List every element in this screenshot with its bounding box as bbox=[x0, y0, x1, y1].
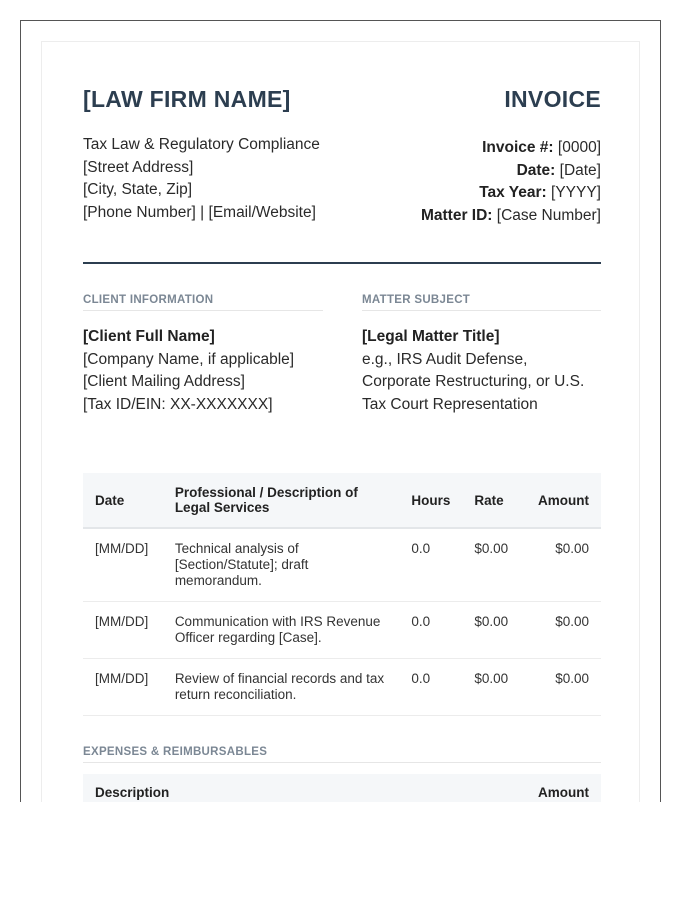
matter-line: e.g., IRS Audit Defense, bbox=[362, 350, 528, 368]
matter-lines bbox=[362, 326, 601, 416]
row-hours: 0.0 bbox=[399, 659, 462, 716]
meta-label: Matter ID: bbox=[420, 206, 493, 224]
client-tax-id: [Tax ID/EIN: XX-XXXXXXX] bbox=[83, 395, 273, 413]
row-rate: $0.00 bbox=[462, 659, 526, 716]
firm-city: [City, State, Zip] bbox=[83, 181, 193, 198]
col-date: Date bbox=[83, 473, 163, 528]
meta-tax-year bbox=[421, 182, 601, 205]
col-hours: Hours bbox=[399, 473, 462, 528]
client-name: [Client Full Name] bbox=[83, 328, 215, 345]
firm-specialty: Tax Law & Regulatory Compliance bbox=[83, 136, 320, 153]
col-rate: Rate bbox=[462, 473, 526, 528]
invoice-title: INVOICE bbox=[504, 86, 601, 112]
document-viewport bbox=[20, 20, 661, 802]
row-description: Communication with IRS Revenue Officer regarding [Case]. bbox=[163, 602, 400, 659]
matter-line: Corporate Restructuring, or U.S. bbox=[362, 373, 585, 390]
meta-label: Invoice #: bbox=[482, 139, 554, 156]
row-amount: $0.00 bbox=[526, 602, 601, 659]
meta-matter-id bbox=[421, 205, 601, 228]
row-description: Review of financial records and tax return reconciliation. bbox=[163, 659, 400, 716]
row-date: [MM/DD] bbox=[83, 659, 163, 716]
expenses-section-label: EXPENSES & REIMBURSABLES bbox=[83, 746, 601, 763]
meta-invoice-number bbox=[421, 137, 601, 160]
meta-label: Tax Year: bbox=[479, 184, 547, 201]
row-rate: $0.00 bbox=[462, 528, 526, 602]
matter-title: [Legal Matter Title] bbox=[362, 328, 500, 345]
row-amount: $0.00 bbox=[526, 659, 601, 716]
col-expense-amount: Amount bbox=[377, 774, 601, 802]
meta-value: [Date] bbox=[555, 161, 601, 179]
meta-value: [YYYY] bbox=[546, 184, 601, 201]
table-row bbox=[83, 528, 601, 602]
matter-subject bbox=[362, 294, 601, 416]
meta-date bbox=[421, 160, 601, 183]
client-information bbox=[83, 294, 323, 416]
row-date: [MM/DD] bbox=[83, 602, 163, 659]
firm-contact: [Phone Number] | [Email/Website] bbox=[83, 203, 316, 221]
col-amount: Amount bbox=[526, 473, 601, 528]
meta-value: [Case Number] bbox=[492, 206, 601, 224]
invoice-page bbox=[41, 41, 640, 802]
matter-section-label: MATTER SUBJECT bbox=[362, 294, 601, 311]
row-amount: $0.00 bbox=[526, 528, 601, 602]
header-divider bbox=[83, 262, 601, 264]
matter-line: Tax Court Representation bbox=[362, 395, 538, 413]
table-row bbox=[83, 659, 601, 716]
col-expense-description: Description bbox=[83, 774, 377, 802]
meta-value: [0000] bbox=[553, 139, 601, 156]
services-header-row bbox=[83, 473, 601, 528]
expenses-table bbox=[83, 774, 601, 802]
services-table bbox=[83, 473, 601, 716]
expenses-header-row bbox=[83, 774, 601, 802]
table-row bbox=[83, 602, 601, 659]
firm-name: [LAW FIRM NAME] bbox=[83, 86, 291, 112]
client-address: [Client Mailing Address] bbox=[83, 373, 245, 390]
firm-details bbox=[83, 134, 320, 224]
col-description: Professional / Description of Legal Services bbox=[163, 473, 400, 528]
row-description: Technical analysis of [Section/Statute]; draft memorandum. bbox=[163, 528, 400, 602]
row-hours: 0.0 bbox=[399, 602, 462, 659]
client-lines bbox=[83, 326, 323, 416]
firm-street: [Street Address] bbox=[83, 158, 194, 176]
row-date: [MM/DD] bbox=[83, 528, 163, 602]
client-section-label: CLIENT INFORMATION bbox=[83, 294, 323, 311]
row-rate: $0.00 bbox=[462, 602, 526, 659]
row-hours: 0.0 bbox=[399, 528, 462, 602]
client-company: [Company Name, if applicable] bbox=[83, 350, 295, 368]
invoice-meta bbox=[421, 137, 601, 227]
meta-label: Date: bbox=[516, 161, 556, 179]
